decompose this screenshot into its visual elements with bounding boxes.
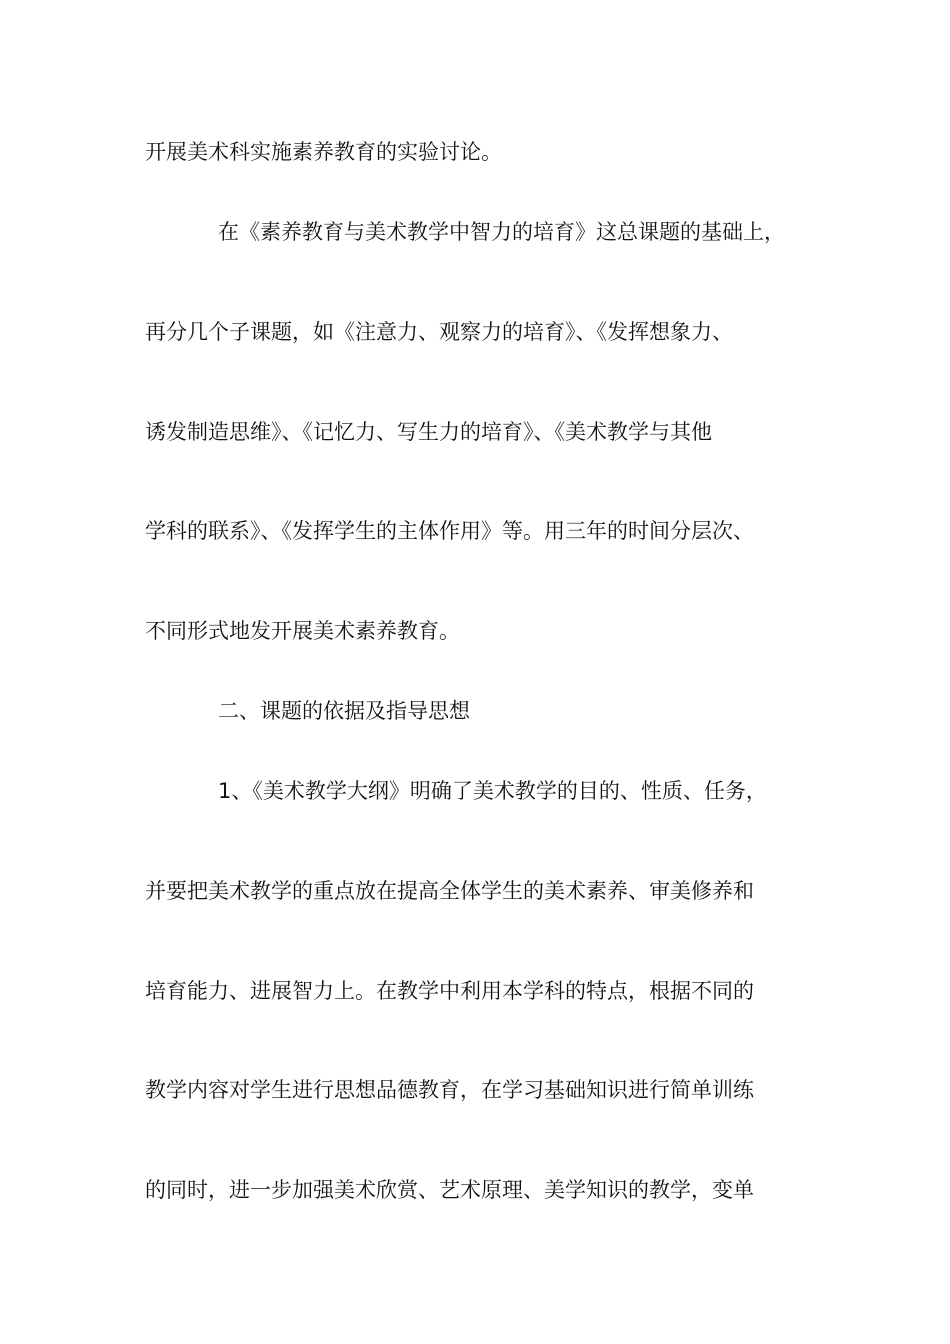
paragraph-line: 培育能力、进展智力上。在教学中利用本学科的特点，根据不同的 <box>145 979 754 1003</box>
paragraph-line: 诱发制造思维》、《记忆力、写生力的培育》、《美术教学与其他 <box>145 420 712 444</box>
paragraph-line: 在《素养教育与美术教学中智力的培育》这总课题的基础上， <box>218 220 785 244</box>
paragraph-line: 开展美术科实施素养教育的实验讨论。 <box>145 140 502 164</box>
paragraph-line: 并要把美术教学的重点放在提高全体学生的美术素养、审美修养和 <box>145 879 754 903</box>
paragraph-line: 1、《美术教学大纲》明确了美术教学的目的、性质、任务， <box>218 779 767 803</box>
paragraph-line: 学科的联系》、《发挥学生的主体作用》等。用三年的时间分层次、 <box>145 519 754 543</box>
paragraph-line: 不同形式地发开展美术素养教育。 <box>145 619 460 643</box>
paragraph-line: 再分几个子课题，如《注意力、观察力的培育》、《发挥想象力、 <box>145 320 733 344</box>
section-heading: 二、课题的依据及指导思想 <box>218 699 470 723</box>
paragraph-line: 教学内容对学生进行思想品德教育，在学习基础知识进行简单训练 <box>145 1078 754 1102</box>
paragraph-line: 的同时，进一步加强美术欣赏、艺术原理、美学知识的教学，变单 <box>145 1178 754 1202</box>
